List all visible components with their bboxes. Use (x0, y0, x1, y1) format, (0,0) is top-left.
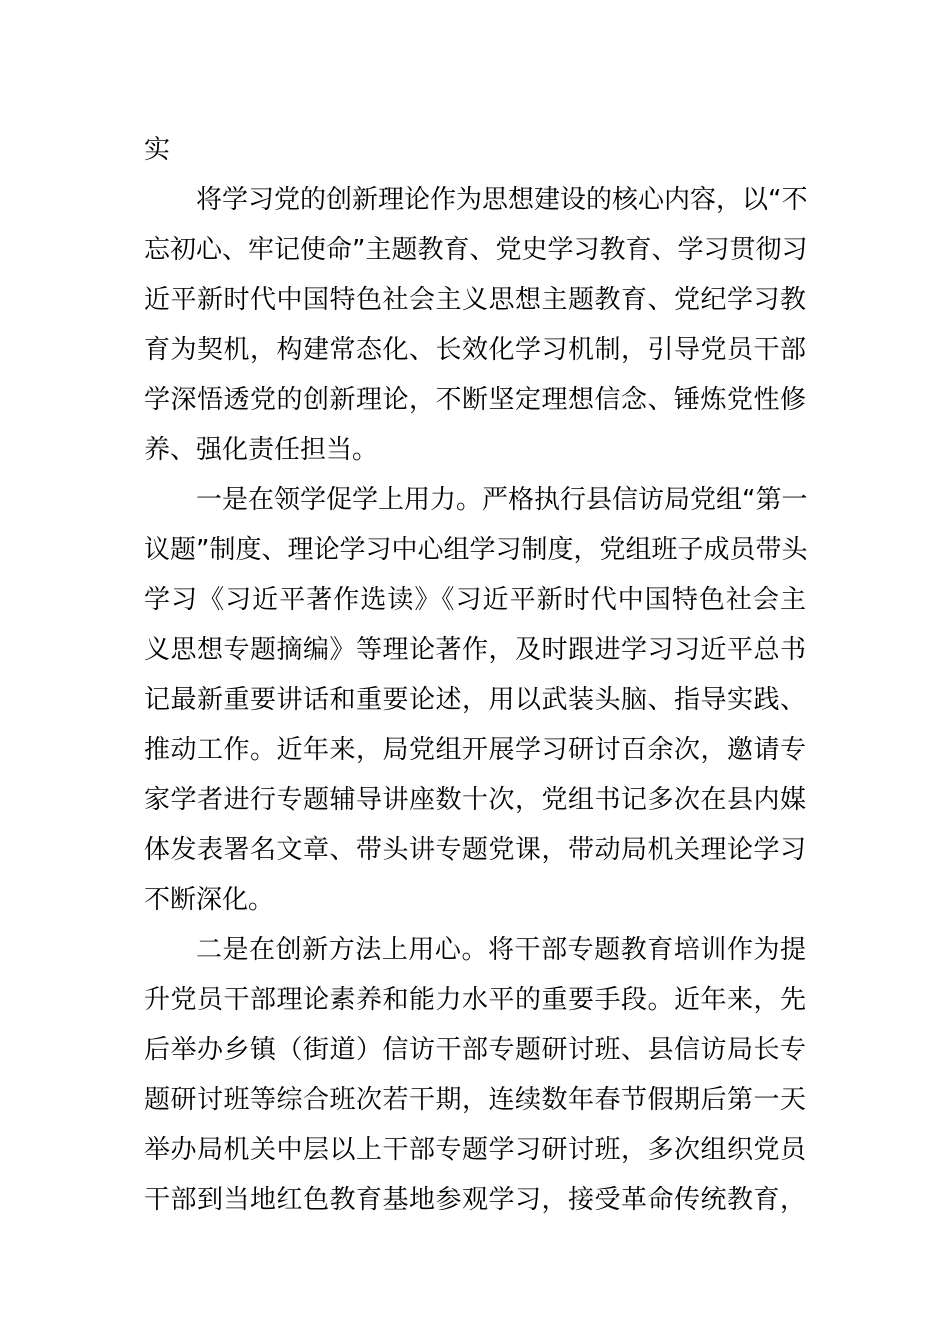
paragraph-3-line-6: 干部到当地红色教育基地参观学习，接受革命传统教育， (144, 1185, 806, 1215)
paragraph-3-line-1: 二是在创新方法上用心。将干部专题教育培训作为提 (196, 935, 806, 965)
paragraph-2-line-4: 义思想专题摘编》等理论著作，及时跟进学习习近平总书 (144, 635, 806, 665)
paragraph-3-line-3: 后举办乡镇（街道）信访干部专题研讨班、县信访局长专 (144, 1035, 806, 1065)
paragraph-3-line-2: 升党员干部理论素养和能力水平的重要手段。近年来，先 (144, 985, 806, 1015)
paragraph-2-line-3: 学习《习近平著作选读》《习近平新时代中国特色社会主 (144, 585, 806, 615)
paragraph-3-line-5: 举办局机关中层以上干部专题学习研讨班，多次组织党员 (144, 1135, 806, 1165)
paragraph-1-line-6: 养、强化责任担当。 (144, 435, 379, 465)
paragraph-1-line-2: 忘初心、牢记使命”主题教育、党史学习教育、学习贯彻习 (144, 235, 808, 265)
paragraph-1-line-3: 近平新时代中国特色社会主义思想主题教育、党纪学习教 (144, 285, 806, 315)
paragraph-1-line-1: 将学习党的创新理论作为思想建设的核心内容，以“不 (196, 185, 808, 215)
paragraph-1-line-4: 育为契机，构建常态化、长效化学习机制，引导党员干部 (144, 335, 806, 365)
paragraph-2-line-5: 记最新重要讲话和重要论述，用以武装头脑、指导实践、 (144, 685, 806, 715)
paragraph-2-line-6: 推动工作。近年来，局党组开展学习研讨百余次，邀请专 (144, 735, 806, 765)
paragraph-2-line-8: 体发表署名文章、带头讲专题党课，带动局机关理论学习 (144, 835, 806, 865)
paragraph-2-line-9: 不断深化。 (144, 885, 275, 915)
text-line-1: 实 (144, 135, 171, 165)
paragraph-2-line-2: 议题”制度、理论学习中心组学习制度，党组班子成员带头 (144, 535, 808, 565)
paragraph-2-line-7: 家学者进行专题辅导讲座数十次，党组书记多次在县内媒 (144, 785, 806, 815)
paragraph-2-line-1: 一是在领学促学上用力。严格执行县信访局党组“第一 (196, 485, 808, 515)
paragraph-1-line-5: 学深悟透党的创新理论，不断坚定理想信念、锤炼党性修 (144, 385, 806, 415)
paragraph-3-line-4: 题研讨班等综合班次若干期，连续数年春节假期后第一天 (144, 1085, 806, 1115)
